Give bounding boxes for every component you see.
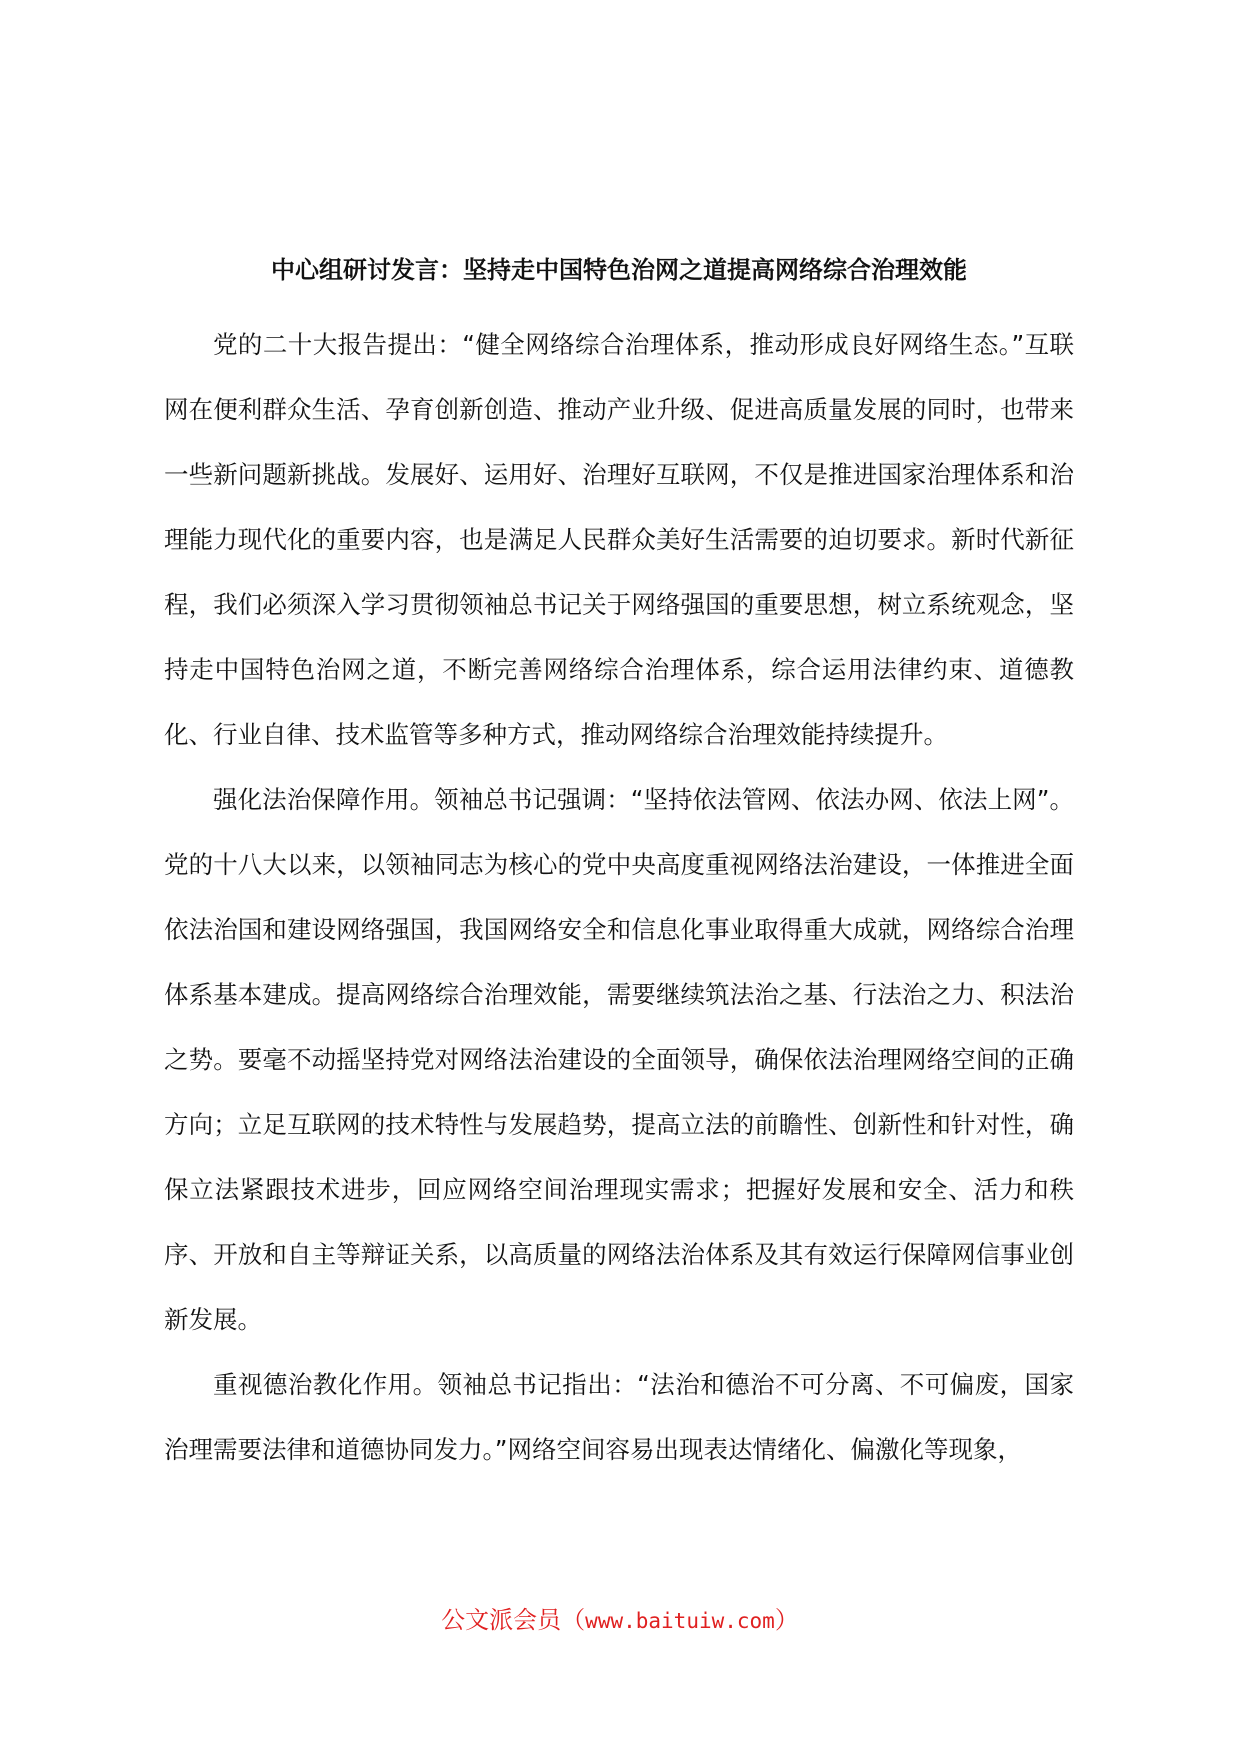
footer-open-paren: （ [561, 1606, 586, 1634]
document-body [164, 312, 1074, 1482]
footer-brand: 公文派会员 [441, 1606, 562, 1634]
footer-watermark [0, 1602, 1240, 1639]
document-title: 中心组研讨发言：坚持走中国特色治网之道提高网络综合治理效能 [271, 256, 967, 284]
footer-site-url: www.baituiw.com [585, 1609, 775, 1633]
paragraph-rule-of-law: 强化法治保障作用。领袖总书记强调：“坚持依法管网、依法办网、依法上网”。党的十八大以来，以领袖同志为核心的党中央高度重视网络法治建设，一体推进全面依法治国和建设网络强国，我国网络安全和信息化事业取得重大成就，网络综合治理体系基本建成。提高网络综合治理效能，需要继续筑法治之基、行法治之力、积法治之势。要毫不动摇坚持党对网络法治建设的全面领导，确保依法治理网络空间的正确方向；立足互联网的技术特性与发展趋势，提高立法的前瞻性、创新性和针对性，确保立法紧跟技术进步，回应网络空间治理现实需求；把握好发展和安全、活力和秩序、开放和自主等辩证关系，以高质量的网络法治体系及其有效运行保障网信事业创新发展。 [164, 785, 1074, 1334]
paragraph-intro: 党的二十大报告提出：“健全网络综合治理体系，推动形成良好网络生态。”互联网在便利群众生活、孕育创新创造、推动产业升级、促进高质量发展的同时，也带来一些新问题新挑战。发展好、运用好、治理好互联网，不仅是推进国家治理体系和治理能力现代化的重要内容，也是满足人民群众美好生活需要的迫切要求。新时代新征程，我们必须深入学习贯彻领袖总书记关于网络强国的重要思想，树立系统观念，坚持走中国特色治网之道，不断完善网络综合治理体系，综合运用法律约束、道德教化、行业自律、技术监管等多种方式，推动网络综合治理效能持续提升。 [164, 330, 1074, 749]
paragraph-moral-education: 重视德治教化作用。领袖总书记指出：“法治和德治不可分离、不可偏废，国家治理需要法律和道德协同发力。”网络空间容易出现表达情绪化、偏激化等现象， [164, 1370, 1074, 1464]
footer-close-paren: ） [774, 1606, 799, 1634]
